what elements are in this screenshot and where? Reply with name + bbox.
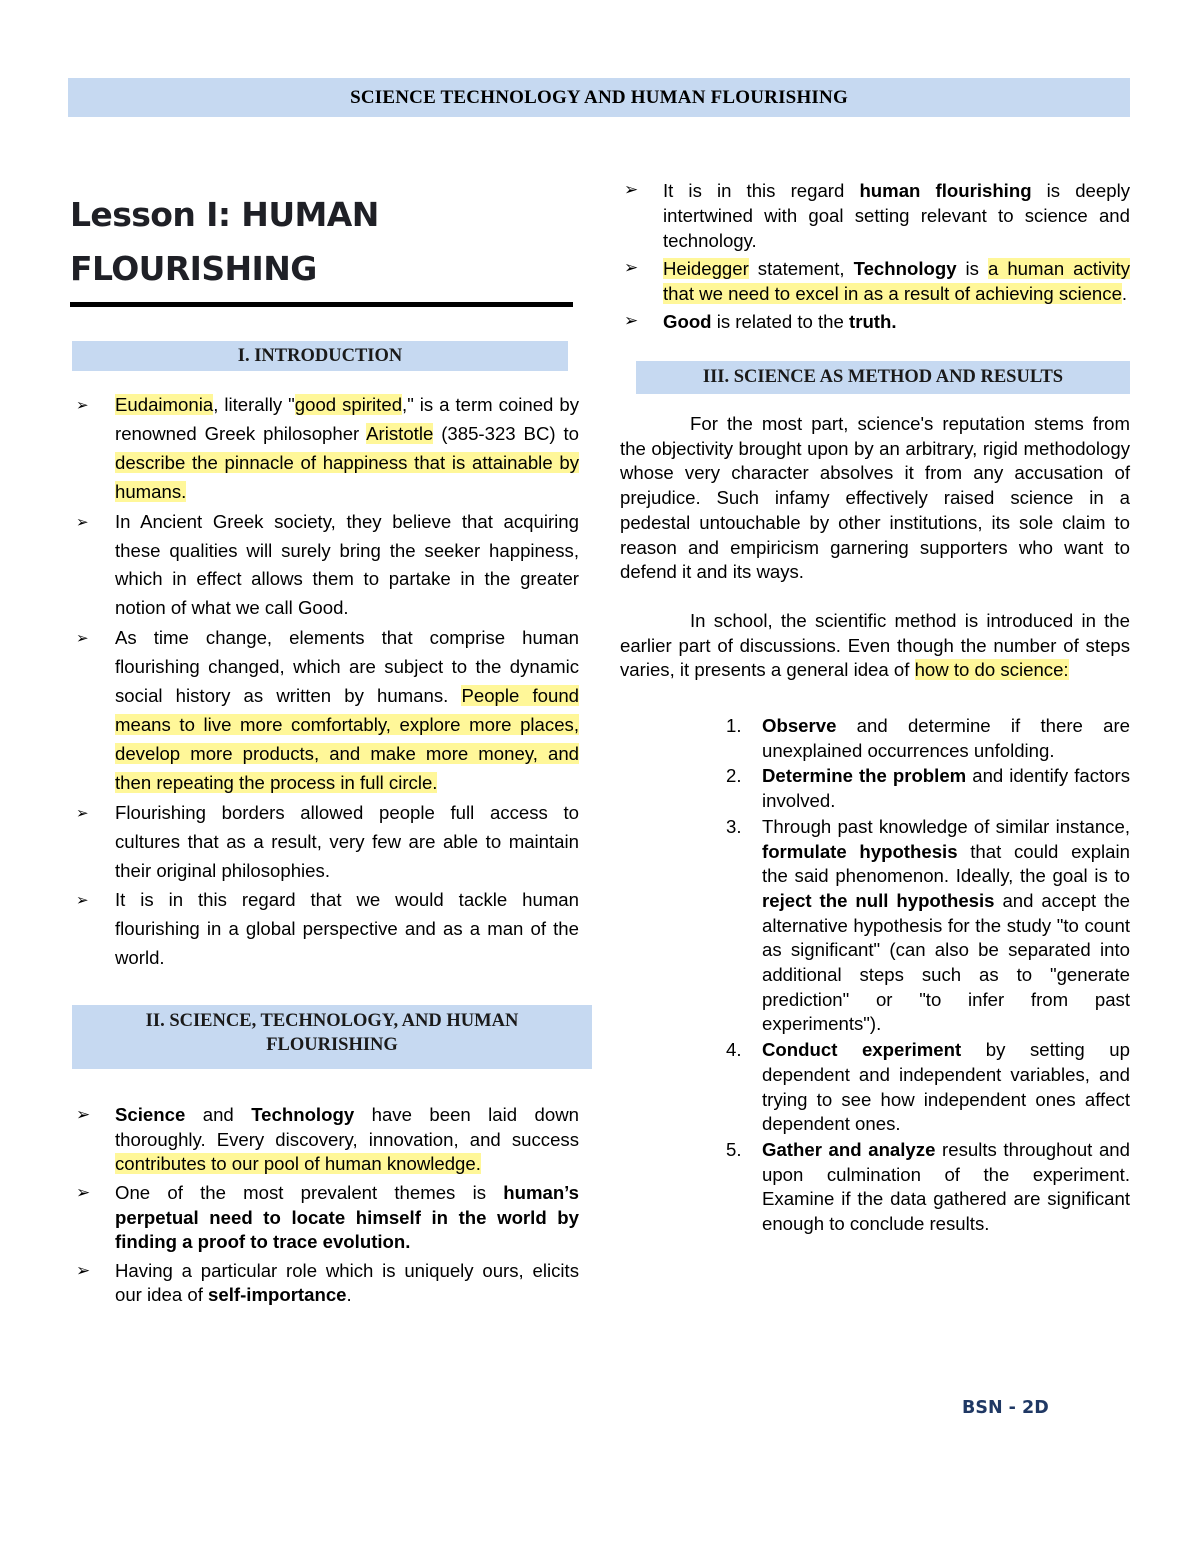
bold-text: self-importance xyxy=(208,1284,347,1306)
text: One of the most prevalent themes is xyxy=(115,1181,504,1203)
paragraph-objectivity: For the most part, science's reputation stems from the objectivity brought upon by an arbitrary, rigid methodology whose very character absolves it from any accusation of prejudice. Such infamy effectively raised science in a pedestal untouchable by other institutions, its sole claim to reason and empiricism garnering supporters who want to defend it and its ways. xyxy=(620,413,1130,583)
bold-text: human flourishing xyxy=(859,180,1032,201)
text: is deeply intertwined with goal setting relevant to science and technology. xyxy=(663,180,1130,251)
step-number: 1. xyxy=(726,715,742,737)
text: ," is a term coined by renowned Greek philosopher xyxy=(115,394,579,444)
list-item xyxy=(620,309,1130,334)
step-item xyxy=(620,764,1130,813)
text: statement, xyxy=(748,258,854,279)
bold-text: reject the null hypothesis xyxy=(762,889,995,911)
text: is related to the xyxy=(711,311,850,332)
text: results throughout and upon culmination of the experiment. Examine if the data gathered are significant enough to conclude results. xyxy=(762,1138,1130,1235)
list-item xyxy=(620,178,1130,253)
step-item xyxy=(620,815,1130,1037)
list-item xyxy=(620,256,1130,306)
list-item xyxy=(72,1103,579,1177)
bold-text: truth. xyxy=(849,311,897,332)
step-number: 2. xyxy=(726,765,742,787)
list-item xyxy=(72,508,579,624)
header-title: SCIENCE TECHNOLOGY AND HUMAN FLOURISHING xyxy=(350,86,848,108)
arrow-bullet-icon: ➢ xyxy=(76,512,89,531)
footer-label: BSN - 2D xyxy=(962,1398,1049,1418)
highlighted-text: a human activity that we need to excel in as a result of achieving science xyxy=(663,258,1130,304)
section-heading-text: I. INTRODUCTION xyxy=(237,346,403,366)
bold-text: Observe xyxy=(762,715,837,737)
step-number: 4. xyxy=(726,1039,742,1061)
science-technology-list xyxy=(72,1103,579,1308)
paragraph-scientific-method xyxy=(620,609,1130,683)
bold-text: Science xyxy=(115,1104,186,1126)
text: In school, the scientific method is introduced in the earlier part of discussions. Even though the number of steps varies, it presents a general idea of xyxy=(620,609,1130,681)
highlighted-text: how to do science: xyxy=(914,659,1069,681)
right-column xyxy=(620,178,1130,1238)
text: It is in this regard xyxy=(663,180,860,201)
arrow-bullet-icon: ➢ xyxy=(624,180,639,200)
left-column xyxy=(72,188,579,1312)
text: It is in this regard that we would tackle human flourishing in a global perspective and as a man of the world. xyxy=(115,889,579,969)
text: and identify factors involved. xyxy=(762,765,1131,812)
highlighted-text: Aristotle xyxy=(366,422,434,444)
section-heading-text: II. SCIENCE, TECHNOLOGY, AND HUMAN xyxy=(145,1011,519,1032)
list-item xyxy=(72,391,579,507)
text: that could explain the said phenomenon. Ideally, the goal is to xyxy=(762,840,1130,887)
text: and accept the alternative hypothesis for the study "to count as significant" (can also be separated into additional steps such as to "generate prediction" or "to infer from past experiments"). xyxy=(762,889,1130,1035)
lesson-title xyxy=(70,188,579,296)
continued-list xyxy=(620,178,1130,334)
list-item xyxy=(72,624,579,797)
list-item xyxy=(72,1259,579,1308)
text: Flourishing borders allowed people full access to cultures that as a result, very few are able to maintain their original philosophies. xyxy=(115,801,579,881)
list-item xyxy=(72,1181,579,1255)
section-heading-introduction xyxy=(72,341,568,371)
bold-text: Technology xyxy=(853,258,957,279)
arrow-bullet-icon: ➢ xyxy=(76,891,89,910)
section-heading-text: FLOURISHING xyxy=(266,1035,398,1056)
text: As time change, elements that comprise human flourishing changed, which are subject to the dynamic social history as written by humans. xyxy=(115,627,579,707)
bold-text: human’s perpetual need to locate himself in the world by finding a proof to trace evolution. xyxy=(115,1181,579,1253)
scientific-method-steps xyxy=(620,714,1130,1237)
bold-text: Technology xyxy=(251,1104,355,1126)
text: by setting up dependent and independent variables, and trying to see how independent ones affect dependent ones. xyxy=(762,1039,1130,1135)
text: is xyxy=(956,258,988,279)
lesson-title-line1: Lesson I: HUMAN xyxy=(70,195,379,234)
arrow-bullet-icon: ➢ xyxy=(76,1105,91,1126)
bold-text: Determine the problem xyxy=(762,765,967,787)
arrow-bullet-icon: ➢ xyxy=(76,396,89,414)
text: . xyxy=(346,1284,352,1306)
step-number: 3. xyxy=(726,815,742,837)
highlighted-text: good spirited xyxy=(294,394,403,415)
lesson-title-line2: FLOURISHING xyxy=(70,249,317,288)
highlighted-text: People found means to live more comfortably, explore more places, develop more products, and make more money, and then repeating the process in full circle. xyxy=(115,685,580,793)
highlighted-text: Eudaimonia xyxy=(115,394,214,415)
section-heading-science-method xyxy=(636,361,1130,394)
section-heading-text: III. SCIENCE AS METHOD AND RESULTS xyxy=(702,367,1064,387)
bold-text: formulate hypothesis xyxy=(762,840,958,862)
bold-text: Gather and analyze xyxy=(762,1138,936,1160)
text: and determine if there are unexplained occurrences unfolding. xyxy=(762,715,1130,761)
highlighted-text: describe the pinnacle of happiness that is attainable by humans. xyxy=(115,451,579,502)
list-item xyxy=(72,886,579,973)
bold-text: Good xyxy=(663,311,712,332)
text: , literally " xyxy=(213,394,295,415)
text: Having a particular role which is uniquely ours, elicits our idea of xyxy=(115,1259,579,1306)
list-item xyxy=(72,799,579,886)
highlighted-text: contributes to our pool of human knowledge. xyxy=(115,1153,481,1175)
header-title-band xyxy=(68,78,1130,117)
introduction-list xyxy=(72,391,579,973)
bold-text: Conduct experiment xyxy=(762,1039,962,1061)
text: have been laid down thoroughly. Every discovery, innovation, and success xyxy=(115,1104,579,1150)
text: In Ancient Greek society, they believe that acquiring these qualities will surely bring the seeker happiness, which in effect allows them to partake in the greater notion of what we call Good. xyxy=(115,510,579,619)
text: and xyxy=(185,1104,252,1126)
arrow-bullet-icon: ➢ xyxy=(76,1260,91,1281)
arrow-bullet-icon: ➢ xyxy=(624,311,639,331)
step-item xyxy=(620,714,1130,763)
text: . xyxy=(1121,283,1128,304)
step-item xyxy=(620,1038,1130,1137)
highlighted-text: Heidegger xyxy=(663,258,749,279)
text: (385-323 BC) to xyxy=(433,422,579,444)
step-number: 5. xyxy=(726,1138,742,1160)
text: Through past knowledge of similar instance, xyxy=(762,815,1130,837)
arrow-bullet-icon: ➢ xyxy=(76,1182,91,1203)
step-item xyxy=(620,1138,1130,1237)
section-heading-science-technology xyxy=(72,1005,592,1069)
title-underline xyxy=(70,302,573,307)
arrow-bullet-icon: ➢ xyxy=(76,803,89,822)
arrow-bullet-icon: ➢ xyxy=(76,629,89,648)
arrow-bullet-icon: ➢ xyxy=(624,258,639,278)
